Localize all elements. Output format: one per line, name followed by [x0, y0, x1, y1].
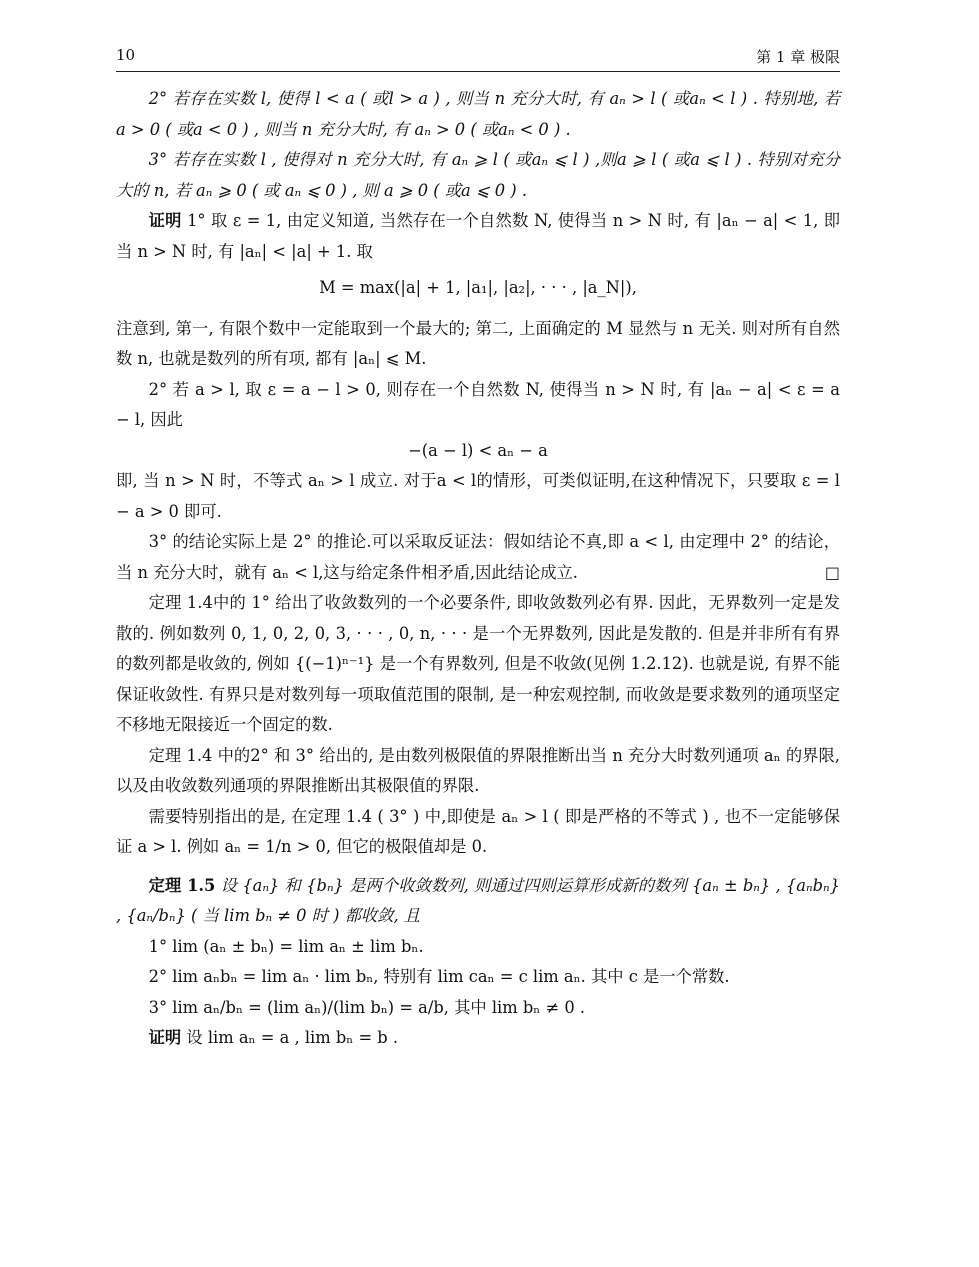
- page-header: [116, 46, 840, 72]
- spacer: [116, 863, 840, 871]
- paragraph-conclusion: 即, 当 n > N 时，不等式 aₙ > l 成立. 对于a < l的情形，可类似证明,在这种情况下，只要取 ε = l − a > 0 即可.: [116, 471, 840, 521]
- paragraph-note: 注意到, 第一, 有限个数中一定能取到一个最大的; 第二, 上面确定的 M 显然与 n 无关. 则对所有自然数 n, 也就是数列的所有项, 都有 |aₙ| ⩽ M.: [116, 318, 840, 368]
- proof-paragraph-2: 2° 若 a > l, 取 ε = a − l > 0, 则存在一个自然数 N, 使得当 n > N 时, 有 |aₙ − a| < ε = a − l, 因此: [116, 379, 840, 429]
- property-2: 2° 若存在实数 l, 使得 l < a ( 或l > a ) , 则当 n 充分大时, 有 aₙ > l ( 或aₙ < l ) . 特别地, 若 a > 0 ( 或a < 0 ) , 则当 n 充分大时, 有 aₙ > 0 ( 或aₙ < 0 ) .: [116, 89, 840, 139]
- chapter-title: 第 1 章 极限: [756, 48, 840, 66]
- page-number: 10: [116, 46, 136, 64]
- remark-boundedness: 定理 1.4中的 1° 给出了收敛数列的一个必要条件, 即收敛数列必有界. 因此，无界数列一定是发散的. 例如数列 0, 1, 0, 2, 0, 3, · · · , 0, n, · · · 是一个无界数列, 因此是发散的. 但是并非所有有界的数列都是收敛的, 例如 {(−1)ⁿ⁻¹} 是一个有界数列, 但是不收敛(见例 1.2.12). 也就是说, 有界不能保证收敛性. 有界只是对数列每一项取值范围的限制, 是一种宏观控制, 而收敛是要求数列的通项坚定不移地无限接近一个固定的数.: [116, 593, 840, 734]
- page: [116, 46, 840, 1054]
- theorem-item-2: 2° lim aₙbₙ = lim aₙ · lim bₙ, 特别有 lim caₙ = c lim aₙ. 其中 c 是一个常数.: [148, 967, 730, 986]
- property-3: 3° 若存在实数 l , 使得对 n 充分大时, 有 aₙ ⩾ l ( 或aₙ ⩽ l ) ,则a ⩾ l ( 或a ⩽ l ) . 特别对充分大的 n, 若 aₙ ⩾ 0 ( 或 aₙ ⩽ 0 ) , 则 a ⩾ 0 ( 或a ⩽ 0 ) .: [116, 150, 840, 200]
- page-body: [116, 84, 840, 1054]
- equation-inequality: −(a − l) < aₙ − a: [408, 440, 548, 460]
- remark-strict: 需要特别指出的是, 在定理 1.4 ( 3° ) 中,即使是 aₙ > l ( 即是严格的不等式 ) , 也不一定能够保证 a > l. 例如 aₙ = 1/n > 0, 但它的极限值却是 0.: [116, 806, 840, 856]
- proof-text-1: 1° 取 ε = 1, 由定义知道, 当然存在一个自然数 N, 使得当 n > N 时, 有 |aₙ − a| < 1, 即当 n > N 时, 有 |aₙ| < |a| + 1. 取: [116, 211, 840, 261]
- proof-paragraph-1: [116, 206, 840, 267]
- equation-max: M = max(|a| + 1, |a₁|, |a₂|, · · · , |a_N|),: [319, 278, 637, 297]
- theorem-label: 定理 1.5: [148, 875, 216, 895]
- proof-label-2: 证明: [148, 1028, 182, 1047]
- proof-paragraph-3: [116, 527, 840, 588]
- qed-symbol: □: [824, 562, 840, 582]
- theorem-1-5: [116, 871, 840, 932]
- theorem-item-3: 3° lim aₙ/bₙ = (lim aₙ)/(lim bₙ) = a/b, 其中 lim bₙ ≠ 0 .: [148, 997, 586, 1017]
- proof-text-3: 3° 的结论实际上是 2° 的推论.可以采取反证法：假如结论不真,即 a < l, 由定理中 2° 的结论，当 n 充分大时，就有 aₙ < l,这与给定条件相矛盾,因此结论成立.: [116, 532, 840, 582]
- theorem-statement: 设 {aₙ} 和 {bₙ} 是两个收敛数列, 则通过四则运算形成新的数列 {aₙ ± bₙ} , {aₙbₙ} , {aₙ/bₙ} ( 当 lim bₙ ≠ 0 时 ) 都收敛, 且: [116, 875, 840, 925]
- proof-text-4: 设 lim aₙ = a , lim bₙ = b .: [186, 1028, 399, 1047]
- theorem-item-1: 1° lim (aₙ ± bₙ) = lim aₙ ± lim bₙ.: [148, 936, 424, 956]
- proof-label: 证明: [148, 211, 182, 230]
- proof-start: [116, 1023, 840, 1054]
- remark-bounds: 定理 1.4 中的2° 和 3° 给出的, 是由数列极限值的界限推断出当 n 充分大时数列通项 aₙ 的界限, 以及由收敛数列通项的界限推断出其极限值的界限.: [116, 745, 840, 795]
